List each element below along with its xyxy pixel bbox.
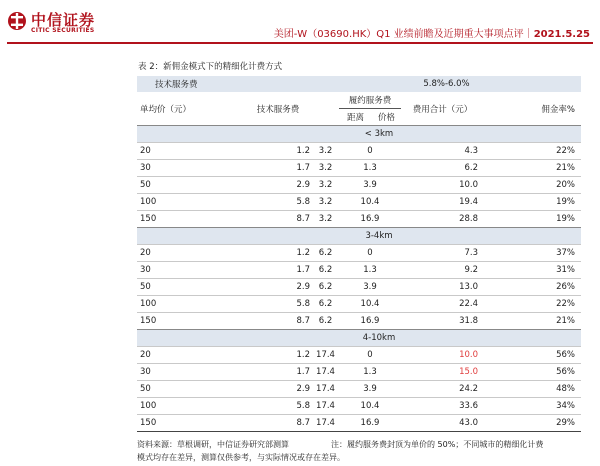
cell-distance: 17.4 — [312, 347, 339, 364]
report-title-text: 美团-W（03690.HK）Q1 业绩前瞻及近期重大事项点评｜ — [273, 29, 534, 40]
cell-fulfill-price: 3.9 — [339, 177, 401, 194]
cell-unit-price: 100 — [137, 296, 244, 313]
table-row — [137, 143, 581, 160]
cell-total: 15.0 — [401, 364, 484, 381]
cell-tech-fee: 5.8 — [244, 398, 312, 415]
cell-total: 6.2 — [401, 160, 484, 177]
citic-logo-icon — [7, 11, 27, 31]
cell-rate: 56% — [484, 364, 581, 381]
footnote-line-1: 注：履约服务费封顶为单价的 50%；不同城市的精细化计费 — [331, 440, 544, 449]
cell-fulfill-price: 10.4 — [339, 398, 401, 415]
cell-tech-fee: 8.7 — [244, 313, 312, 330]
cell-rate: 56% — [484, 347, 581, 364]
cell-total: 9.2 — [401, 262, 484, 279]
table-row — [137, 245, 581, 262]
cell-distance: 17.4 — [312, 381, 339, 398]
cell-total: 13.0 — [401, 279, 484, 296]
cell-total: 33.6 — [401, 398, 484, 415]
cell-total: 10.0 — [401, 347, 484, 364]
table-row — [137, 296, 581, 313]
cell-tech-fee: 1.7 — [244, 364, 312, 381]
commission-table — [137, 76, 581, 432]
table-row — [137, 160, 581, 177]
cell-distance: 3.2 — [312, 143, 339, 160]
cell-tech-fee: 2.9 — [244, 177, 312, 194]
table-row — [137, 364, 581, 381]
section-row — [137, 126, 581, 143]
logo-text-cn: 中信证券 — [31, 11, 96, 29]
cell-fulfill-price: 1.3 — [339, 160, 401, 177]
cell-fulfill-price: 0 — [339, 143, 401, 160]
cell-total: 43.0 — [401, 415, 484, 432]
table-row — [137, 398, 581, 415]
cell-distance: 6.2 — [312, 245, 339, 262]
table-row — [137, 177, 581, 194]
cell-distance: 3.2 — [312, 211, 339, 228]
table-row — [137, 194, 581, 211]
cell-tech-fee: 1.2 — [244, 347, 312, 364]
cell-total: 10.0 — [401, 177, 484, 194]
cell-rate: 34% — [484, 398, 581, 415]
cell-rate: 19% — [484, 211, 581, 228]
section-label: 4-10km — [137, 330, 581, 347]
table-row — [137, 262, 581, 279]
cell-unit-price: 30 — [137, 160, 244, 177]
cell-tech-fee: 1.2 — [244, 143, 312, 160]
col-fulfill: 履约服务费 — [339, 92, 401, 109]
table-row — [137, 415, 581, 432]
section-row — [137, 228, 581, 245]
cell-tech-fee: 1.7 — [244, 262, 312, 279]
table-caption: 表 2：新佣金模式下的精细化计费方式 — [138, 62, 283, 72]
tech-fee-row — [137, 76, 581, 92]
cell-tech-fee: 8.7 — [244, 211, 312, 228]
cell-rate: 20% — [484, 177, 581, 194]
source-note: 资料来源：草根调研，中信证券研究部测算 — [137, 440, 289, 449]
cell-fulfill-price: 10.4 — [339, 296, 401, 313]
cell-distance: 3.2 — [312, 177, 339, 194]
cell-distance: 6.2 — [312, 313, 339, 330]
header-row-1 — [137, 92, 581, 109]
table-row — [137, 347, 581, 364]
col-price: 价格 — [377, 113, 395, 123]
cell-total: 31.8 — [401, 313, 484, 330]
report-date: 2021.5.25 — [533, 29, 590, 40]
cell-fulfill-price: 16.9 — [339, 211, 401, 228]
cell-tech-fee: 1.7 — [244, 160, 312, 177]
cell-unit-price: 100 — [137, 194, 244, 211]
cell-rate: 29% — [484, 415, 581, 432]
col-distance: 距离 — [346, 113, 364, 123]
col-unit-price: 单均价（元） — [140, 104, 192, 115]
cell-unit-price: 150 — [137, 415, 244, 432]
cell-unit-price: 20 — [137, 347, 244, 364]
cell-distance: 17.4 — [312, 415, 339, 432]
tech-fee-value: 5.8%-6.0% — [312, 76, 581, 92]
cell-fulfill-price: 16.9 — [339, 313, 401, 330]
cell-rate: 21% — [484, 160, 581, 177]
cell-fulfill-price: 16.9 — [339, 415, 401, 432]
cell-total: 4.3 — [401, 143, 484, 160]
cell-rate: 22% — [484, 143, 581, 160]
col-tech-fee: 技术服务费 — [256, 104, 300, 115]
table-row — [137, 313, 581, 330]
cell-distance: 6.2 — [312, 279, 339, 296]
cell-distance: 3.2 — [312, 194, 339, 211]
cell-fulfill-price: 3.9 — [339, 381, 401, 398]
cell-tech-fee: 8.7 — [244, 415, 312, 432]
cell-tech-fee: 5.8 — [244, 296, 312, 313]
cell-total: 19.4 — [401, 194, 484, 211]
table-row — [137, 211, 581, 228]
commission-table-body — [137, 76, 581, 432]
table-row — [137, 381, 581, 398]
cell-distance: 3.2 — [312, 160, 339, 177]
cell-rate: 37% — [484, 245, 581, 262]
cell-rate: 31% — [484, 262, 581, 279]
cell-rate: 26% — [484, 279, 581, 296]
cell-tech-fee: 2.9 — [244, 381, 312, 398]
cell-fulfill-price: 1.3 — [339, 364, 401, 381]
cell-rate: 48% — [484, 381, 581, 398]
header-divider — [7, 42, 593, 44]
cell-fulfill-price: 3.9 — [339, 279, 401, 296]
footnote-line-2: 模式均存在差异，测算仅供参考，与实际情况或存在差异。 — [137, 453, 345, 462]
cell-distance: 6.2 — [312, 262, 339, 279]
cell-distance: 6.2 — [312, 296, 339, 313]
tech-fee-label: 技术服务费 — [137, 76, 312, 92]
cell-unit-price: 150 — [137, 211, 244, 228]
cell-fulfill-price: 1.3 — [339, 262, 401, 279]
cell-distance: 17.4 — [312, 398, 339, 415]
cell-fulfill-price: 0 — [339, 245, 401, 262]
cell-rate: 21% — [484, 313, 581, 330]
section-label: 3-4km — [137, 228, 581, 245]
cell-tech-fee: 1.2 — [244, 245, 312, 262]
cell-unit-price: 150 — [137, 313, 244, 330]
section-label: < 3km — [137, 126, 581, 143]
cell-total: 24.2 — [401, 381, 484, 398]
cell-unit-price: 50 — [137, 279, 244, 296]
table-row — [137, 279, 581, 296]
cell-unit-price: 30 — [137, 262, 244, 279]
cell-rate: 22% — [484, 296, 581, 313]
cell-unit-price: 30 — [137, 364, 244, 381]
cell-fulfill-price: 10.4 — [339, 194, 401, 211]
section-row — [137, 330, 581, 347]
cell-tech-fee: 5.8 — [244, 194, 312, 211]
cell-unit-price: 50 — [137, 177, 244, 194]
cell-unit-price: 20 — [137, 143, 244, 160]
logo-text-en: CITIC SECURITIES — [31, 27, 95, 34]
cell-total: 28.8 — [401, 211, 484, 228]
cell-distance: 17.4 — [312, 364, 339, 381]
cell-fulfill-price: 0 — [339, 347, 401, 364]
page-header — [0, 0, 600, 44]
report-title — [274, 25, 590, 40]
cell-unit-price: 50 — [137, 381, 244, 398]
citic-logo — [7, 9, 117, 37]
cell-total: 22.4 — [401, 296, 484, 313]
cell-unit-price: 100 — [137, 398, 244, 415]
cell-rate: 19% — [484, 194, 581, 211]
col-rate: 佣金率% — [541, 104, 575, 115]
cell-tech-fee: 2.9 — [244, 279, 312, 296]
cell-total: 7.3 — [401, 245, 484, 262]
cell-unit-price: 20 — [137, 245, 244, 262]
col-total: 费用合计（元） — [412, 104, 473, 115]
